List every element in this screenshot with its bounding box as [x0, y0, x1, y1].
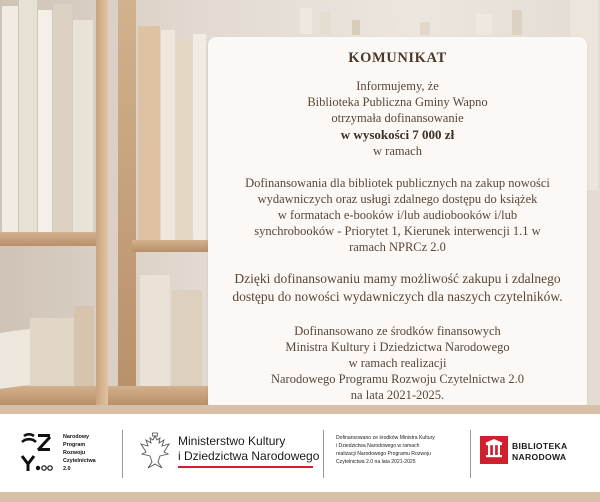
- benefit-line: dostępu do nowości wydawniczych dla naszych czytelników.: [232, 289, 563, 304]
- footer-divider: [323, 430, 324, 478]
- program-desc-line: wydawniczych oraz usługi zdalnego dostępu do książek: [257, 192, 538, 206]
- funding-source-line: na lata 2021-2025.: [350, 388, 445, 402]
- funding-amount: w wysokości 7 000 zł: [340, 127, 455, 142]
- benefit-line: Dzięki dofinansowaniu mamy możliwość zakupu i zdalnego: [234, 271, 561, 286]
- funding-source-line: Ministra Kultury i Dziedzictwa Narodowego: [285, 340, 510, 354]
- library-name: Biblioteka Publiczna Gminy Wapno: [307, 95, 488, 109]
- program-desc-line: ramach NPRCz 2.0: [349, 240, 446, 254]
- program-desc-line: synchrobooków - Priorytet 1, Kierunek interwencji 1.1 w: [254, 224, 541, 238]
- mkidn-logo-text: Ministerstwo Kultury i Dziedzictwa Narodowego: [178, 434, 319, 468]
- nprcz-logo-text: Narodowy Program Rozwoju Czytelnictwa 2.0: [63, 434, 96, 472]
- funding-note: Dofinansowano ze środków Ministra Kultury i Dziedzictwa Narodowego w ramach realizacji Narodowego Programu Rozwoju Czytelnictwa 2.0 na lata 2021-2025: [336, 435, 435, 465]
- footer-divider: [470, 430, 471, 478]
- nprcz-logo-icon: [20, 432, 58, 474]
- bn-logo-text: BIBLIOTEKA NARODOWA: [512, 441, 568, 462]
- funding-received: otrzymała dofinansowanie: [331, 111, 464, 125]
- program-desc-line: w formatach e-booków i/lub audiobooków i/lub: [277, 208, 518, 222]
- program-desc-line: Dofinansowania dla bibliotek publicznych na zakup nowości: [245, 176, 550, 190]
- funding-source-line: w ramach realizacji: [348, 356, 447, 370]
- funding-source-line: Narodowego Programu Rozwoju Czytelnictwa 2.0: [270, 372, 525, 386]
- footer-divider: [122, 430, 123, 478]
- announcement-panel: [208, 37, 587, 411]
- mkidn-red-underline: [178, 466, 313, 468]
- funding-source-line: Dofinansowano ze środków finansowych: [294, 324, 501, 338]
- announcement-title: KOMUNIKAT: [348, 50, 447, 66]
- intro-line: Informujemy, że: [356, 79, 439, 93]
- bn-logo-icon: [480, 436, 508, 464]
- eagle-emblem-icon: [138, 432, 172, 472]
- within-label: w ramach: [373, 144, 422, 158]
